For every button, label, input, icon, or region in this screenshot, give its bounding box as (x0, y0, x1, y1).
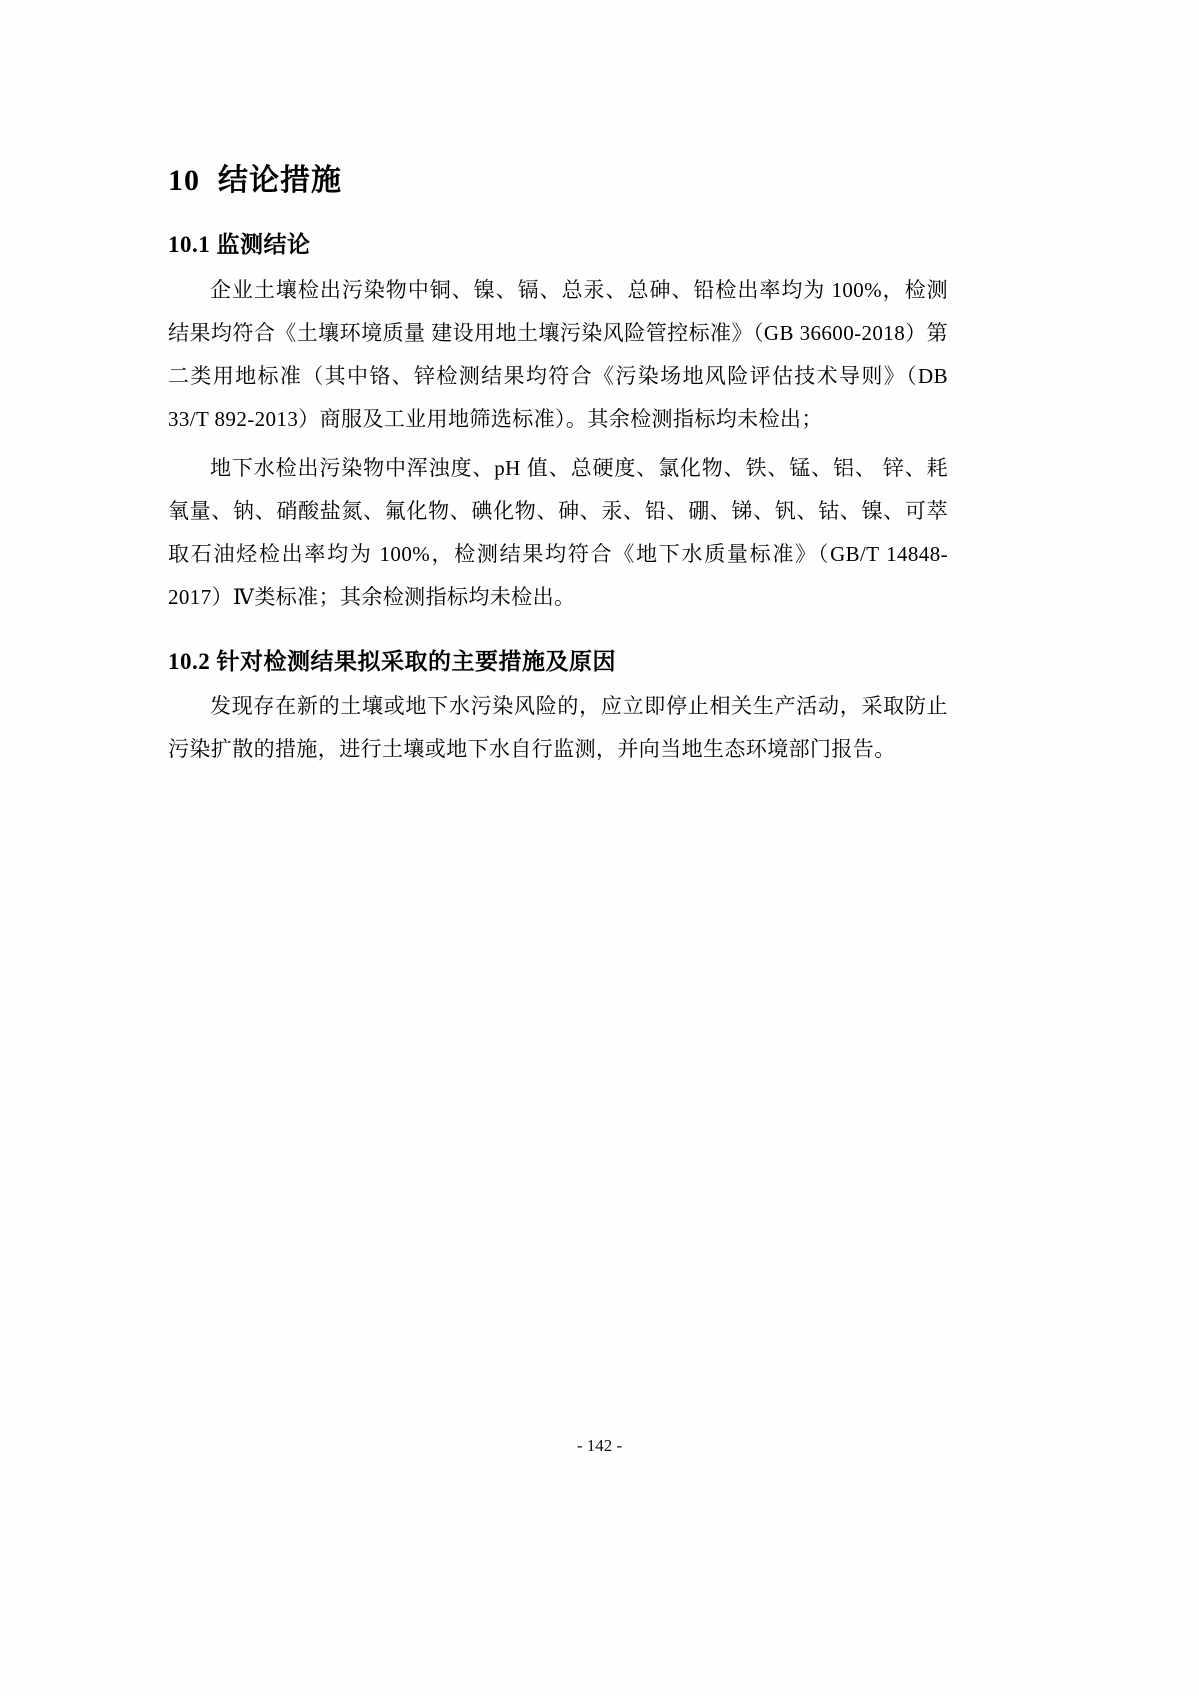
page-content (168, 160, 948, 771)
page-number: - 142 - (576, 1436, 623, 1455)
paragraph-10-1-2: 地下水检出污染物中浑浊度、pH 值、总硬度、氯化物、铁、锰、铝、 锌、耗氧量、钠、硝酸盐氮、氟化物、碘化物、砷、汞、铅、硼、锑、钒、钴、镍、可萃取石油烃检出率均为 100%，检测结果均符合《地下水质量标准》（GB/T 14848-2017）Ⅳ类标准；其余检测指标均未检出。 (168, 455, 948, 609)
chapter-title-text: 结论措施 (218, 164, 342, 197)
chapter-number: 10 (168, 164, 200, 197)
paragraph-10-1-1: 企业土壤检出污染物中铜、镍、镉、总汞、总砷、铅检出率均为 100%，检测结果均符合《土壤环境质量 建设用地土壤污染风险管控标准》（GB 36600-2018）第二类用地标准（其中铬、锌检测结果均符合《污染场地风险评估技术导则》（DB 33/T 892-2013）商服及工业用地筛选标准）。其余检测指标均未检出； (168, 277, 948, 431)
section-heading-10-2: 10.2 针对检测结果拟采取的主要措施及原因 (168, 648, 616, 674)
section-heading-10-1: 10.1 监测结论 (168, 232, 311, 257)
page-footer (0, 1436, 1199, 1456)
chapter-heading (168, 160, 948, 202)
paragraph-10-2-1: 发现存在新的土壤或地下水污染风险的，应立即停止相关生产活动，采取防止污染扩散的措施，进行土壤或地下水自行监测，并向当地生态环境部门报告。 (168, 694, 948, 762)
